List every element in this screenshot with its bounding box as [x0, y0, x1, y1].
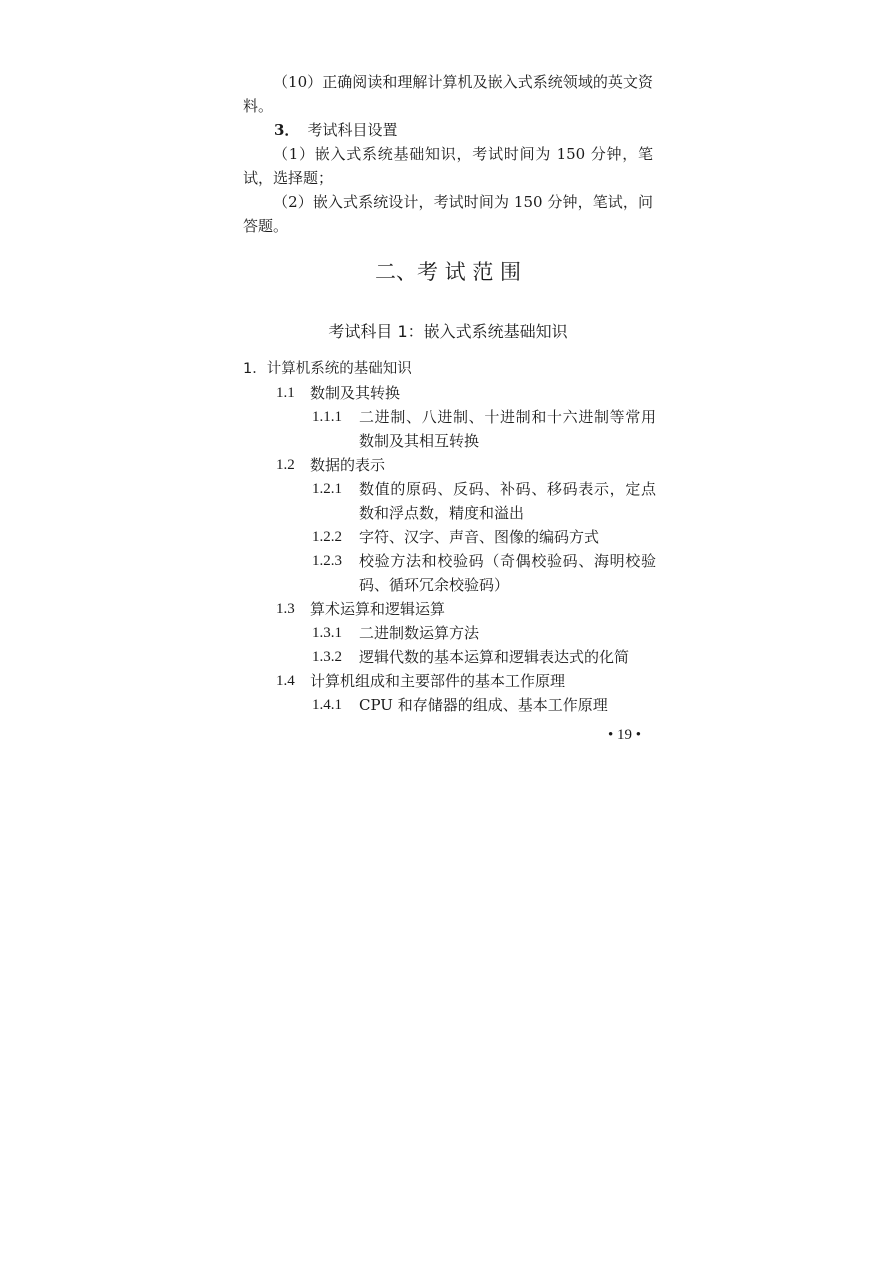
toc-item-number: 1.4 [276, 673, 295, 689]
toc-item-number: 1.1 [276, 385, 295, 401]
toc-item-text: 校验方法和校验码（奇偶校验码、海明校验码、循环冗余校验码） [359, 552, 656, 594]
toc-item-number: 1.3.2 [312, 649, 342, 665]
section-3-heading [274, 118, 397, 142]
toc-item-text: 算术运算和逻辑运算 [310, 600, 446, 618]
toc-item-number: 1.4.1 [312, 697, 342, 713]
toc-item-text: 数值的原码、反码、补码、移码表示，定点数和浮点数，精度和溢出 [359, 480, 656, 522]
section-3-number: 3． [274, 121, 300, 139]
toc-item-number: 1.3 [276, 601, 295, 617]
toc-item-text: 逻辑代数的基本运算和逻辑表达式的化简 [359, 648, 630, 666]
toc-item-number: 1.2.3 [312, 553, 342, 569]
subject-title: 考试科目 1：嵌入式系统基础知识 [328, 322, 568, 341]
toc-item-text: CPU 和存储器的组成、基本工作原理 [359, 696, 608, 714]
toc-item-number: 1.3.1 [312, 625, 342, 641]
chapter-title: 二、考 试 范 围 [374, 260, 522, 284]
toc-item-number: 1.2.2 [312, 529, 342, 545]
toc-item-text: 数据的表示 [310, 456, 386, 474]
toc-item-number: 1.2 [276, 457, 295, 473]
toc-item-text: 字符、汉字、声音、图像的编码方式 [359, 528, 600, 546]
exam-item-2: （2）嵌入式系统设计，考试时间为 150 分钟，笔试，问答题。 [243, 193, 653, 235]
intro-paragraph-10: （10）正确阅读和理解计算机及嵌入式系统领域的英文资料。 [243, 73, 653, 115]
toc-item-number: 1.2.1 [312, 481, 342, 497]
toc-heading-1: 1．计算机系统的基础知识 [243, 361, 412, 377]
toc-item-text: 二进制数运算方法 [359, 624, 480, 642]
page-number: • 19 • [608, 727, 642, 743]
toc-item-number: 1.1.1 [312, 409, 342, 425]
toc-item-text: 计算机组成和主要部件的基本工作原理 [310, 672, 566, 690]
exam-item-1: （1）嵌入式系统基础知识，考试时间为 150 分钟，笔试，选择题； [243, 145, 653, 187]
section-3-title: 考试科目设置 [307, 121, 398, 139]
toc-item-text: 数制及其转换 [310, 384, 401, 402]
toc-item-text: 二进制、八进制、十进制和十六进制等常用数制及其相互转换 [359, 408, 656, 450]
